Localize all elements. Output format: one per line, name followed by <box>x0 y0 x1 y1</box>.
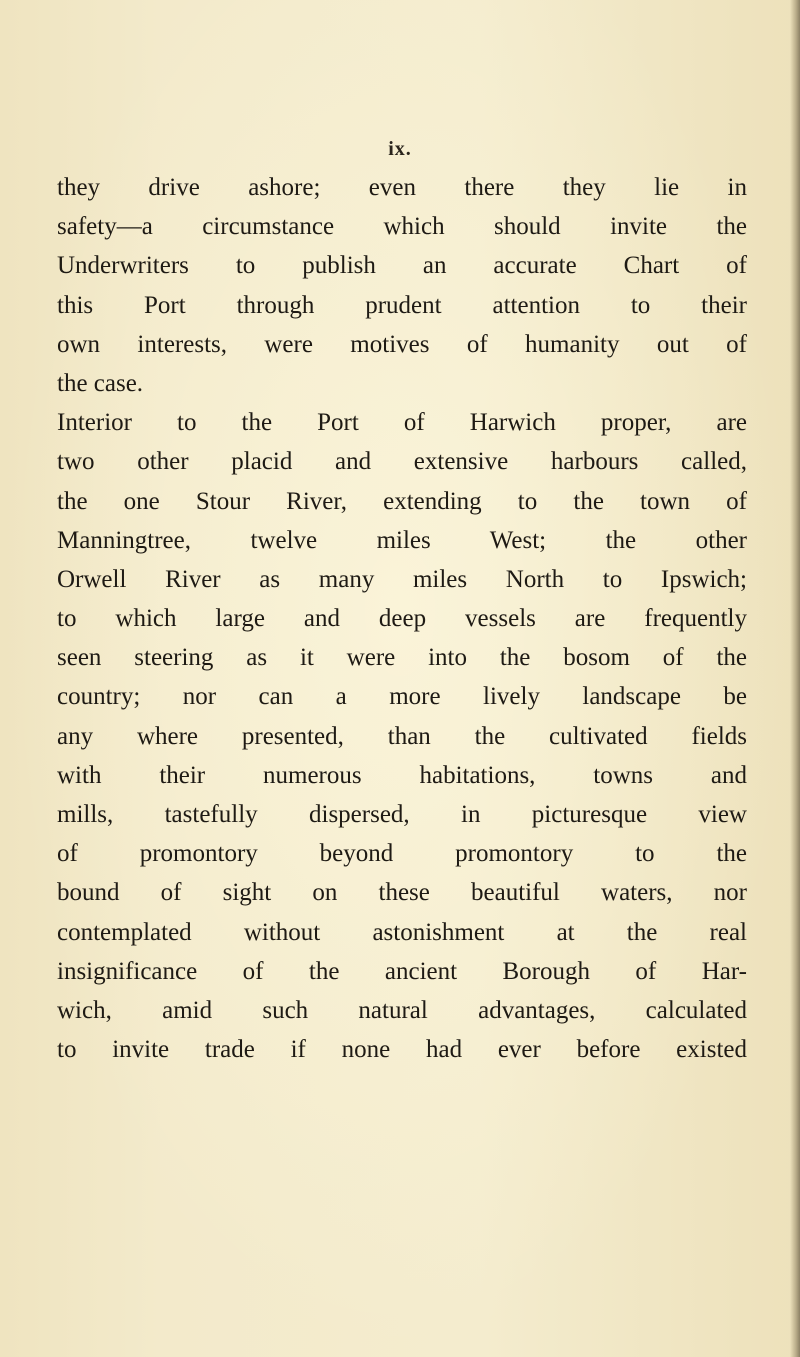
text-line: the one Stour River, extending to the town of <box>57 487 747 515</box>
text-line: they drive ashore; even there they lie in <box>57 174 747 201</box>
text-line: Orwell River as many miles North to Ipswich; <box>57 565 747 593</box>
text-line: this Port through prudent attention to their <box>57 291 747 319</box>
text-line: seen steering as it were into the bosom of the <box>57 644 747 672</box>
text-line: the case. <box>57 369 144 397</box>
text-line: two other placid and extensive harbours called, <box>57 448 747 476</box>
text-line: own interests, were motives of humanity out of <box>57 330 747 358</box>
page-edge-shadow <box>790 0 800 1357</box>
text-line: any where presented, than the cultivated fields <box>57 722 747 750</box>
text-line: of promontory beyond promontory to the <box>57 840 747 868</box>
text-line: bound of sight on these beautiful waters, nor <box>57 879 747 907</box>
body-text <box>57 168 747 1069</box>
text-line: wich, amid such natural advantages, calculated <box>57 996 747 1024</box>
text-line: insignificance of the ancient Borough of Har- <box>57 957 747 985</box>
text-line: mills, tastefully dispersed, in picturesque view <box>57 801 747 828</box>
page-number: ix. <box>388 138 412 160</box>
text-line: contemplated without astonishment at the real <box>57 918 747 946</box>
text-line: with their numerous habitations, towns and <box>57 761 747 789</box>
text-line: country; nor can a more lively landscape be <box>57 683 747 711</box>
text-line: to which large and deep vessels are frequently <box>57 605 747 633</box>
text-line: safety—a circumstance which should invite the <box>57 213 747 241</box>
text-line: Interior to the Port of Harwich proper, are <box>57 409 747 437</box>
text-line: Manningtree, twelve miles West; the other <box>57 526 747 554</box>
text-line: to invite trade if none had ever before existed <box>57 1036 747 1064</box>
text-line: Underwriters to publish an accurate Chart of <box>57 252 747 280</box>
